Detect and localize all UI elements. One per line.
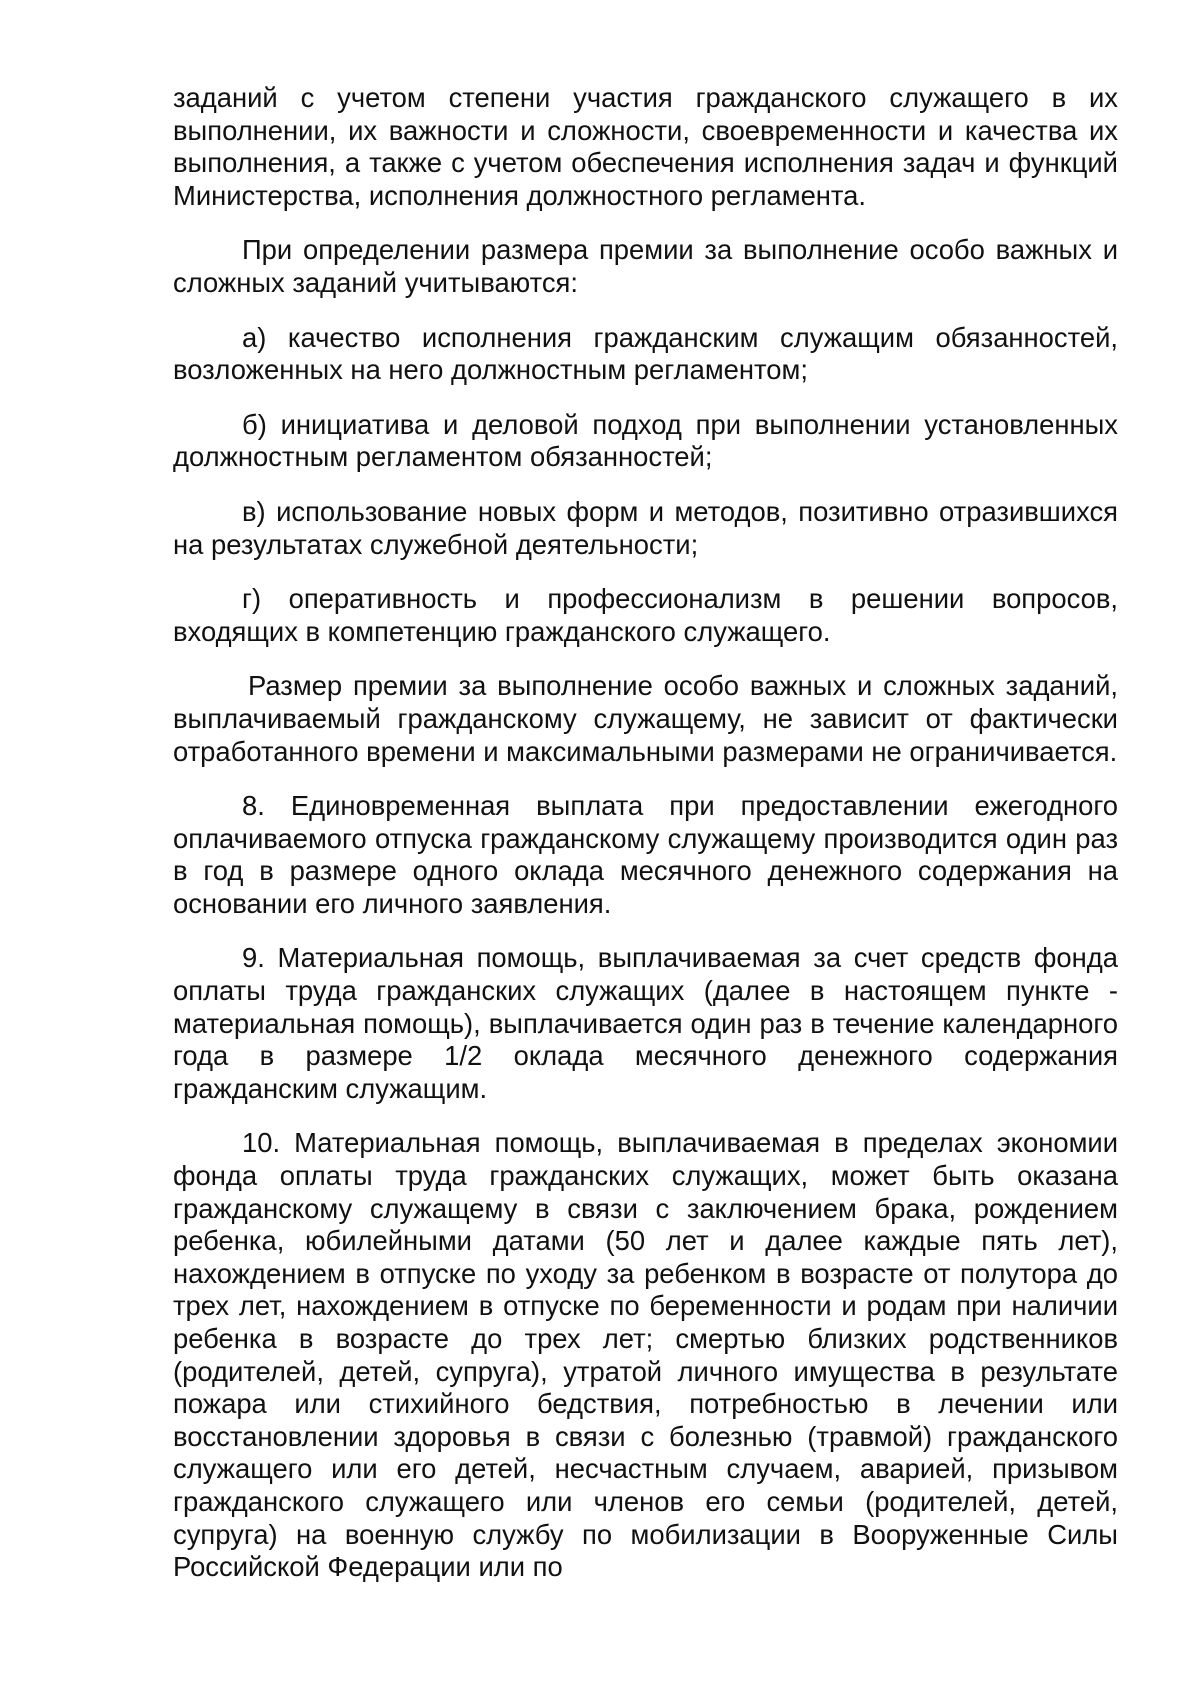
list-item-b: б) инициатива и деловой подход при выполнении установленных должностным регламентом обязанностей; (173, 408, 1118, 473)
paragraph-item-10: 10. Материальная помощь, выплачиваемая в пределах экономии фонда оплаты труда гражданских служащих, может быть оказана гражданскому служащему в связи с заключением брака, рождением ребенка, юбилейными датами (50 лет и далее каждые пять лет), нахождением в отпуске по уходу за ребенком в возрасте от полутора до трех лет, нахождением в отпуске по беременности и родам при наличии ребенка в возрасте до трех лет; смертью близких родственников (родителей, детей, супруга), утратой личного имущества в результате пожара или стихийного бедствия, потребностью в лечении или восстановлении здоровья в связи с болезнью (травмой) гражданского служащего или его детей, несчастным случаем, аварией, призывом гражданского служащего или членов его семьи (родителей, детей, супруга) на военную службу по мобилизации в Вооруженные Силы Российской Федерации или по (173, 1127, 1118, 1583)
list-item-v: в) использование новых форм и методов, позитивно отразившихся на результатах служебной деятельности; (173, 495, 1118, 560)
paragraph-continuation: заданий с учетом степени участия гражданского служащего в их выполнении, их важности и сложности, своевременности и качества их выполнения, а также с учетом обеспечения исполнения задач и функций Министерства, исполнения должностного регламента. (173, 82, 1118, 211)
paragraph-item-9: 9. Материальная помощь, выплачиваемая за счет средств фонда оплаты труда гражданских служащих (далее в настоящем пункте - материальная помощь), выплачивается один раз в течение календарного года в размере 1/2 оклада месячного денежного содержания гражданским служащим. (173, 942, 1118, 1104)
list-item-g: г) оперативность и профессионализм в решении вопросов, входящих в компетенцию гражданского служащего. (173, 583, 1118, 647)
document-page (173, 82, 1118, 1584)
list-item-a: а) качество исполнения гражданским служащим обязанностей, возложенных на него должностным регламентом; (173, 321, 1118, 386)
paragraph-bonus-criteria-intro: При определении размера премии за выполнение особо важных и сложных заданий учитываются: (173, 234, 1118, 298)
paragraph-bonus-size: Размер премии за выполнение особо важных и сложных заданий, выплачиваемый гражданскому служащему, не зависит от фактически отработанного времени и максимальными размерами не ограничивается. (173, 670, 1118, 767)
paragraph-item-8: 8. Единовременная выплата при предоставлении ежегодного оплачиваемого отпуска гражданскому служащему производится один раз в год в размере одного оклада месячного денежного содержания на основании его личного заявления. (173, 790, 1118, 919)
